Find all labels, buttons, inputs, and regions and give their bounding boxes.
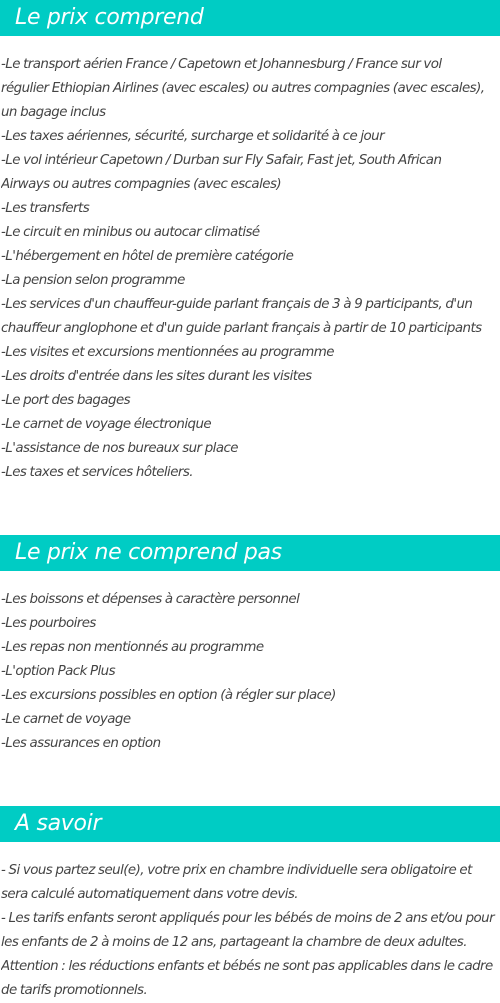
list-item: - Les tarifs enfants seront appliqués pour les bébés de moins de 2 ans et/ou pour	[1, 911, 495, 926]
list-item: -Le carnet de voyage électronique	[1, 417, 212, 432]
list-item: -Les droits d'entrée dans les sites durant les visites	[1, 369, 312, 384]
list-item: régulier Ethiopian Airlines (avec escales) ou autres compagnies (avec escales),	[1, 81, 485, 96]
list-item: -Le transport aérien France / Capetown et Johannesburg / France sur vol	[1, 57, 442, 72]
list-item: de tarifs promotionnels.	[1, 983, 148, 998]
list-item: -Les taxes aériennes, sécurité, surcharge et solidarité à ce jour	[1, 129, 385, 144]
list-item: -Les pourboires	[1, 616, 96, 631]
list-item: -Les taxes et services hôteliers.	[1, 465, 193, 480]
list-item: chauffeur anglophone et d'un guide parlant français à partir de 10 participants	[1, 321, 482, 336]
list-item: -Les visites et excursions mentionnées au programme	[1, 345, 334, 360]
section-header-price-excludes: Le prix ne comprend pas	[0, 535, 500, 571]
list-item: les enfants de 2 à moins de 12 ans, partageant la chambre de deux adultes.	[1, 935, 467, 950]
list-item: -Les assurances en option	[1, 736, 161, 751]
list-item: -L'hébergement en hôtel de première catégorie	[1, 249, 294, 264]
list-item: sera calculé automatiquement dans votre devis.	[1, 887, 299, 902]
list-item: -Le vol intérieur Capetown / Durban sur Fly Safair, Fast jet, South African	[1, 153, 442, 168]
list-item: -Les services d'un chauffeur-guide parlant français de 3 à 9 participants, d'un	[1, 297, 473, 312]
list-item: -L'option Pack Plus	[1, 664, 116, 679]
section-header-good-to-know: A savoir	[0, 806, 500, 842]
list-item: Attention : les réductions enfants et bébés ne sont pas applicables dans le cadre	[1, 959, 493, 974]
list-item: Airways ou autres compagnies (avec escales)	[1, 177, 282, 192]
list-item: -Les repas non mentionnés au programme	[1, 640, 264, 655]
section-body-price-includes	[1, 53, 500, 485]
list-item: -Le circuit en minibus ou autocar climatisé	[1, 225, 260, 240]
list-item: -Les excursions possibles en option (à régler sur place)	[1, 688, 336, 703]
list-item: -L'assistance de nos bureaux sur place	[1, 441, 238, 456]
list-item: -Le port des bagages	[1, 393, 131, 408]
list-item: -La pension selon programme	[1, 273, 185, 288]
list-item: -Les transferts	[1, 201, 90, 216]
list-item: - Si vous partez seul(e), votre prix en chambre individuelle sera obligatoire et	[1, 863, 472, 878]
section-body-price-excludes	[1, 588, 500, 756]
list-item: un bagage inclus	[1, 105, 106, 120]
list-item: -Les boissons et dépenses à caractère personnel	[1, 592, 300, 607]
section-body-good-to-know	[1, 859, 500, 1003]
section-header-price-includes: Le prix comprend	[0, 0, 500, 36]
list-item: -Le carnet de voyage	[1, 712, 131, 727]
